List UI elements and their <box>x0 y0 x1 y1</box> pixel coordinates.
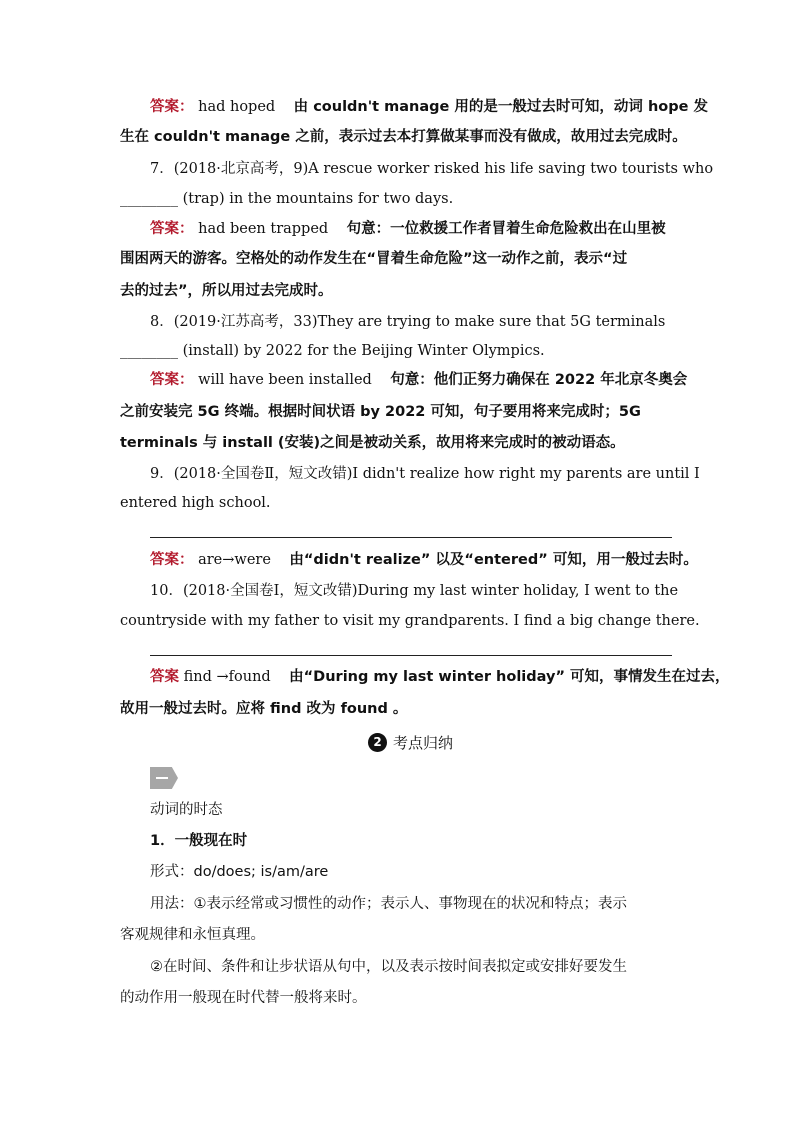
answer-label: 答案 <box>150 669 179 685</box>
topic-usage2-line-2: 的动作用一般现在时代替一般将来时。 <box>120 990 367 1006</box>
answer-6-line-1 <box>150 97 709 117</box>
answer-8-line-3: terminals 与 install (安装)之间是被动关系，故用将来完成时的被动语态。 <box>120 435 625 451</box>
answer-8-line-2: 之前安装完 5G 终端。根据时间状语 by 2022 可知，句子要用将来完成时；5G <box>120 404 641 420</box>
question-8-line-2: ________ (install) by 2022 for the Beijing Winter Olympics. <box>120 343 545 359</box>
topic-usage-line-1: 用法：①表示经常或习惯性的动作；表示人、事物现在的状况和特点；表示 <box>150 896 627 912</box>
answer-10-explanation: 由“During my last winter holiday” 可知，事情发生在过去， <box>289 669 730 685</box>
answer-8-key: will have been installed <box>198 372 372 388</box>
answer-label: 答案： <box>150 221 194 237</box>
answer-label: 答案： <box>150 99 194 115</box>
answer-7-line-2: 围困两天的游客。空格处的动作发生在“冒着生命危险”这一动作之前，表示“过 <box>120 251 628 267</box>
topic-usage-line-2: 客观规律和永恒真理。 <box>120 927 265 943</box>
answer-6-explanation: 由 couldn't manage 用的是一般过去时可知，动词 hope 发 <box>293 99 709 115</box>
topic-form: 形式：do/does; is/am/are <box>150 864 329 880</box>
topic-title: 动词的时态 <box>150 802 223 818</box>
answer-6-key: had hoped <box>198 99 276 115</box>
answer-10-key: find →found <box>183 669 271 685</box>
answer-9-line <box>150 550 698 570</box>
answer-6-line-2: 生在 couldn't manage 之前，表示过去本打算做某事而没有做成，故用过去完成时。 <box>120 129 687 145</box>
question-9-line-1: 9．(2018·全国卷Ⅱ，短文改错)I didn't realize how right my parents are until I <box>150 466 700 482</box>
answer-9-explanation: 由“didn't realize” 以及“entered” 可知，用一般过去时。 <box>289 552 698 568</box>
answer-blank-line-9 <box>150 537 672 538</box>
section-header <box>368 731 453 753</box>
answer-label: 答案： <box>150 372 194 388</box>
answer-9-key: are→were <box>198 552 271 568</box>
section-title: 考点归纳 <box>393 733 454 752</box>
answer-blank-line-10 <box>150 655 672 656</box>
answer-8-explanation: 句意：他们正努力确保在 2022 年北京冬奥会 <box>390 372 688 388</box>
section-number-badge: 2 <box>368 733 387 752</box>
question-10-line-1: 10．(2018·全国卷Ⅰ，短文改错)During my last winter holiday, I went to the <box>150 583 679 599</box>
question-7-line-1: 7．(2018·北京高考，9)A rescue worker risked his life saving two tourists who <box>150 161 714 177</box>
answer-8-line-1 <box>150 370 688 390</box>
answer-label: 答案： <box>150 552 194 568</box>
answer-10-line-1 <box>150 667 730 687</box>
topic-heading: 1．一般现在时 <box>150 833 248 849</box>
answer-7-line-3: 去的过去”，所以用过去完成时。 <box>120 283 333 299</box>
question-8-line-1: 8．(2019·江苏高考，33)They are trying to make sure that 5G terminals <box>150 314 666 330</box>
answer-10-line-2: 故用一般过去时。应将 find 改为 found 。 <box>120 701 408 717</box>
answer-7-line-1 <box>150 219 675 239</box>
topic-usage2-line-1: ②在时间、条件和让步状语从句中，以及表示按时间表拟定或安排好要发生 <box>150 959 627 975</box>
question-10-line-2: countryside with my father to visit my grandparents. I find a big change there. <box>120 613 700 629</box>
part-one-marker-icon <box>150 767 178 789</box>
question-9-line-2: entered high school. <box>120 495 271 511</box>
answer-7-explanation: 句意：一位救援工作者冒着生命危险救出在山里被 <box>346 221 666 237</box>
answer-7-key: had been trapped <box>198 221 329 237</box>
question-7-line-2: ________ (trap) in the mountains for two days. <box>120 191 454 207</box>
